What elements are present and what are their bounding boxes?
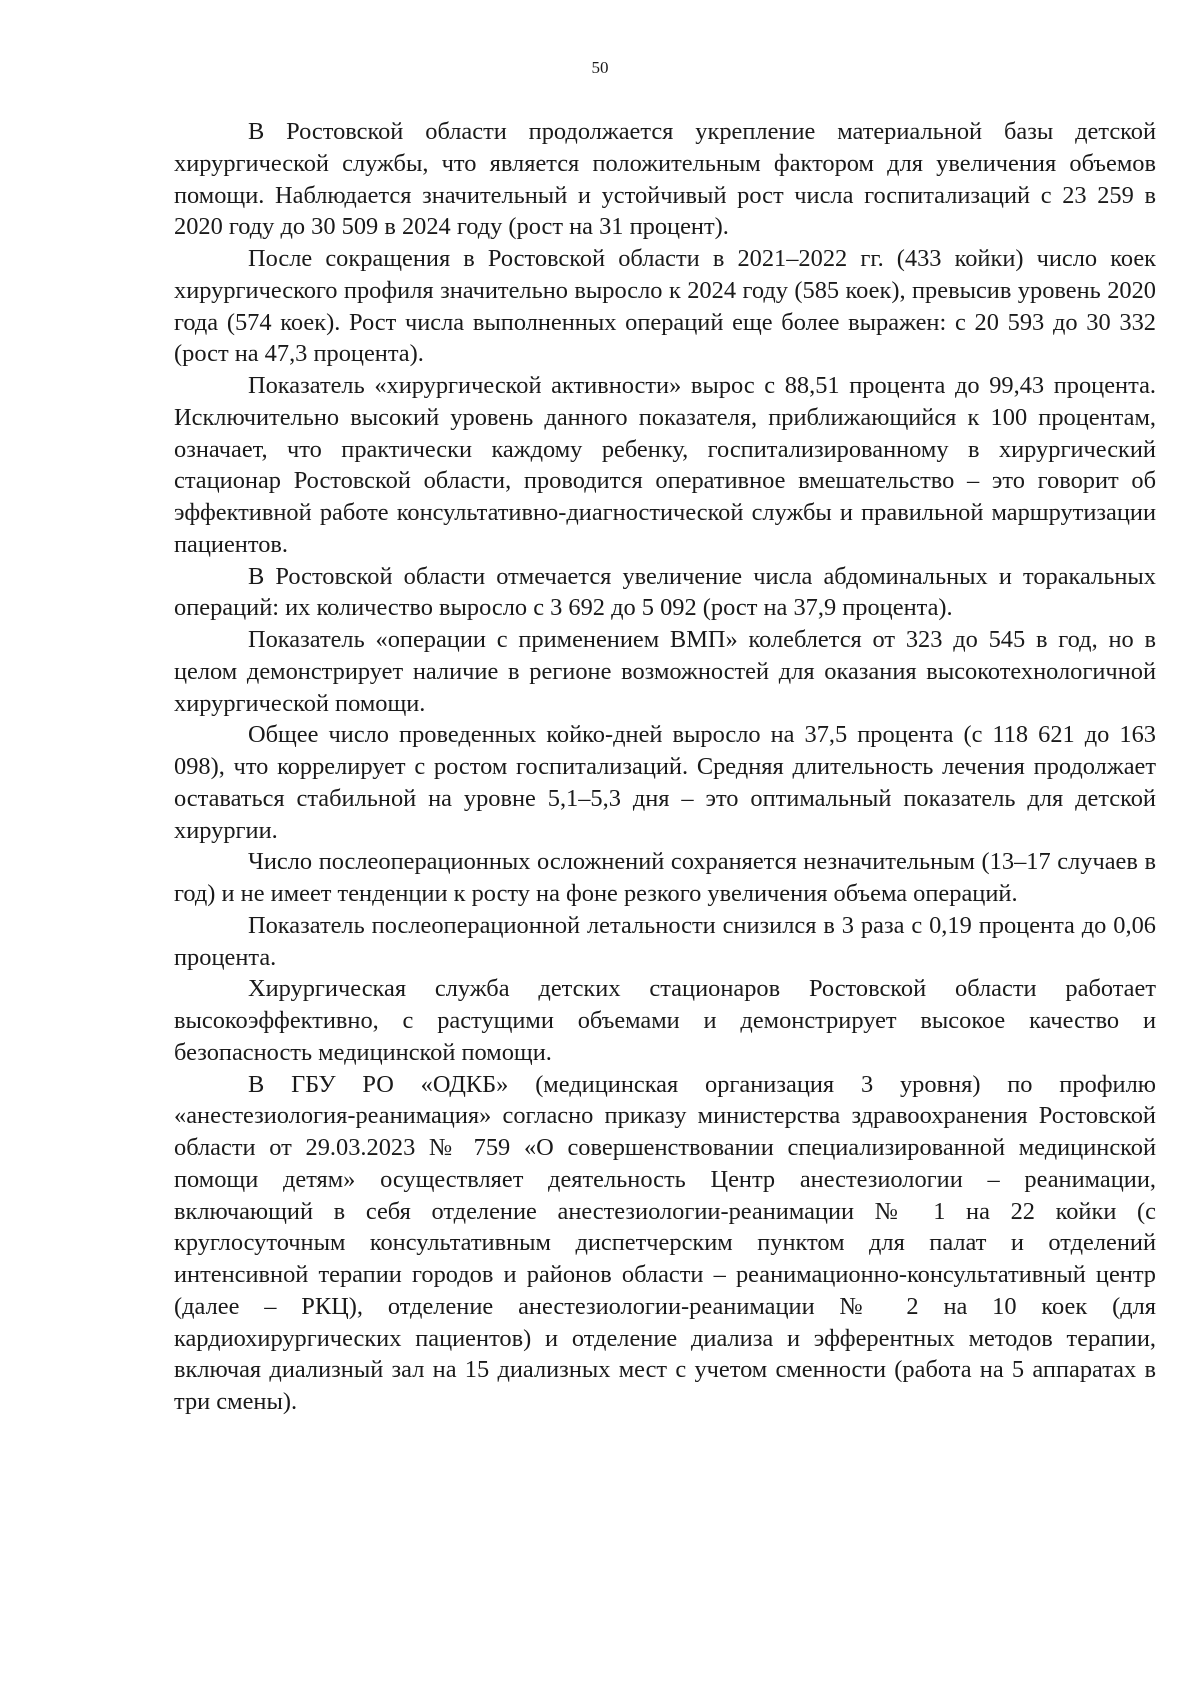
paragraph-mortality: Показатель послеоперационной летальности снизился в 3 раза с 0,19 процента до 0,06 процента. (174, 911, 1156, 971)
paragraph-service-summary: Хирургическая служба детских стационаров Ростовской области работает высокоэффективно, с растущими объемами и демонстрирует высокое качество и безопасность медицинской помощи. (174, 975, 1156, 1066)
document-body (174, 116, 1156, 1418)
paragraph-hospitalizations: В Ростовской области продолжается укрепление материальной базы детской хирургической службы, что является положительным фактором для увеличения объемов помощи. Наблюдается значительный и устойчивый рост числа госпитализаций с 23 259 в 2020 году до 30 509 в 2024 году (рост на 31 процент). (174, 118, 1156, 241)
paragraph-surgical-activity: Показатель «хирургической активности» вырос с 88,51 процента до 99,43 процента. Исключительно высокий уровень данного показателя, приближающийся к 100 процентам, означает, что практически каждому ребенку, госпитализированному в хирургический стационар Ростовской области, проводится оперативное вмешательство – это говорит об эффективной работе консультативно-диагностической службы и правильной маршрутизации пациентов. (174, 372, 1156, 558)
paragraph-anesthesiology-center: В ГБУ РО «ОДКБ» (медицинская организация 3 уровня) по профилю «анестезиология-реанимация» согласно приказу министерства здравоохранения Ростовской области от 29.03.2023 № 759 «О совершенствовании специализированной медицинской помощи детям» осуществляет деятельность Центр анестезиологии – реанимации, включающий в себя отделение анестезиологии-реанимации № 1 на 22 койки (с круглосуточным консультативным диспетчерским пунктом для палат и отделений интенсивной терапии городов и районов области – реанимационно-консультативный центр (далее – РКЦ), отделение анестезиологии-реанимации № 2 на 10 коек (для кардиохирургических пациентов) и отделение диализа и эфферентных методов терапии, включая диализный зал на 15 диализных мест с учетом сменности (работа на 5 аппаратах в три смены). (174, 1070, 1156, 1415)
paragraph-abdominal-thoracic: В Ростовской области отмечается увеличение числа абдоминальных и торакальных операций: их количество выросло с 3 692 до 5 092 (рост на 37,9 процента). (174, 562, 1156, 622)
page-number: 50 (591, 58, 609, 77)
paragraph-bed-days: Общее число проведенных койко-дней выросло на 37,5 процента (с 118 621 до 163 098), что коррелирует с ростом госпитализаций. Средняя длительность лечения продолжает оставаться стабильной на уровне 5,1–5,3 дня – это оптимальный показатель для детской хирургии. (174, 721, 1156, 844)
paragraph-complications: Число послеоперационных осложнений сохраняется незначительным (13–17 случаев в год) и не имеет тенденции к росту на фоне резкого увеличения объема операций. (174, 848, 1156, 907)
paragraph-hitech-care: Показатель «операции с применением ВМП» колеблется от 323 до 545 в год, но в целом демонстрирует наличие в регионе возможностей для оказания высокотехнологичной хирургической помощи. (174, 626, 1156, 717)
paragraph-beds-operations: После сокращения в Ростовской области в 2021–2022 гг. (433 койки) число коек хирургического профиля значительно выросло к 2024 году (585 коек), превысив уровень 2020 года (574 коек). Рост числа выполненных операций еще более выражен: с 20 593 до 30 332 (рост на 47,3 процента). (174, 245, 1156, 368)
